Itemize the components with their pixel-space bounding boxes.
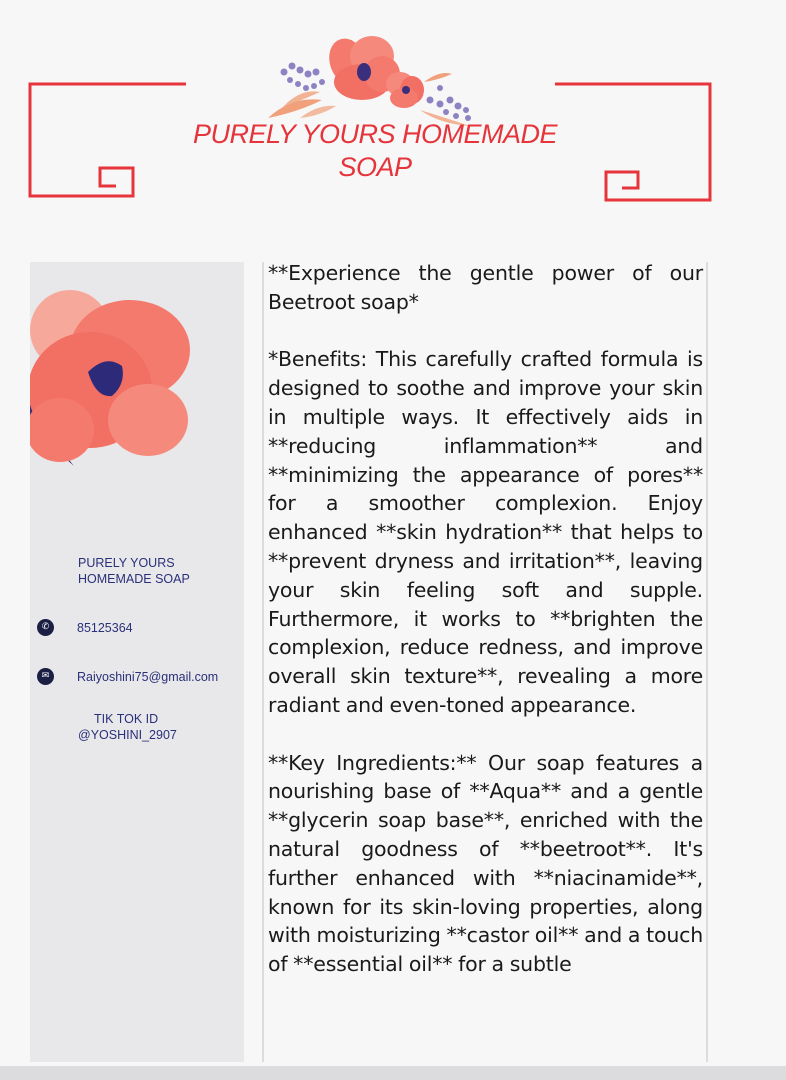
tiktok-handle[interactable]: @YOSHINI_2907 <box>78 728 177 742</box>
contact-phone-row <box>37 619 133 636</box>
tiktok-info <box>78 711 228 743</box>
intro-paragraph: **Experience the gentle power of our Beetroot soap* <box>268 261 703 314</box>
bottom-edge <box>0 1066 786 1080</box>
phone-icon: ✆ <box>37 619 54 636</box>
flower-icon <box>30 280 200 484</box>
tiktok-label: TIK TOK ID <box>94 712 159 726</box>
product-description <box>268 259 703 979</box>
contact-email-row <box>37 668 218 685</box>
ingredients-paragraph: **Key Ingredients:** Our soap features a nourishing base of **Aqua** and a gentle **glycerin soap base**, enriched with the natural goodness of **beetroot**. It's further enhanced with **niacinamide**, known for its skin-loving properties, along with moisturizing **castor oil** and a touch of **essential oil** for a subtle <box>268 750 703 977</box>
column-divider-right <box>706 262 708 1062</box>
right-frame-ornament <box>555 84 710 200</box>
header-flower-icon <box>268 33 471 126</box>
column-divider-left <box>262 262 264 1062</box>
sidebar-brand-line1: PURELY YOURS <box>78 556 175 570</box>
sidebar-brand-name <box>78 555 238 587</box>
sidebar-brand-line2: HOMEMADE SOAP <box>78 572 190 586</box>
page-title <box>175 118 575 184</box>
contact-email[interactable]: Raiyoshini75@gmail.com <box>77 669 219 684</box>
left-frame-ornament <box>30 84 186 196</box>
page-title-line2: SOAP <box>338 152 412 182</box>
benefits-paragraph: *Benefits: This carefully crafted formula is designed to soothe and improve your skin in multiple ways. It effectively aids in **reducing inflammation** and **minimizing the appearance of pores** for a smoother complexion. Enjoy enhanced **skin hydration** that helps to **prevent dryness and irritation**, leaving your skin feeling soft and supple. Furthermore, it works to **brighten the complexion, reduce redness, and improve overall skin texture**, revealing a more radiant and even-toned appearance. <box>268 347 703 717</box>
page-title-line1: PURELY YOURS HOMEMADE <box>192 119 558 149</box>
email-icon: ✉ <box>37 668 54 685</box>
contact-phone: 85125364 <box>77 620 133 635</box>
